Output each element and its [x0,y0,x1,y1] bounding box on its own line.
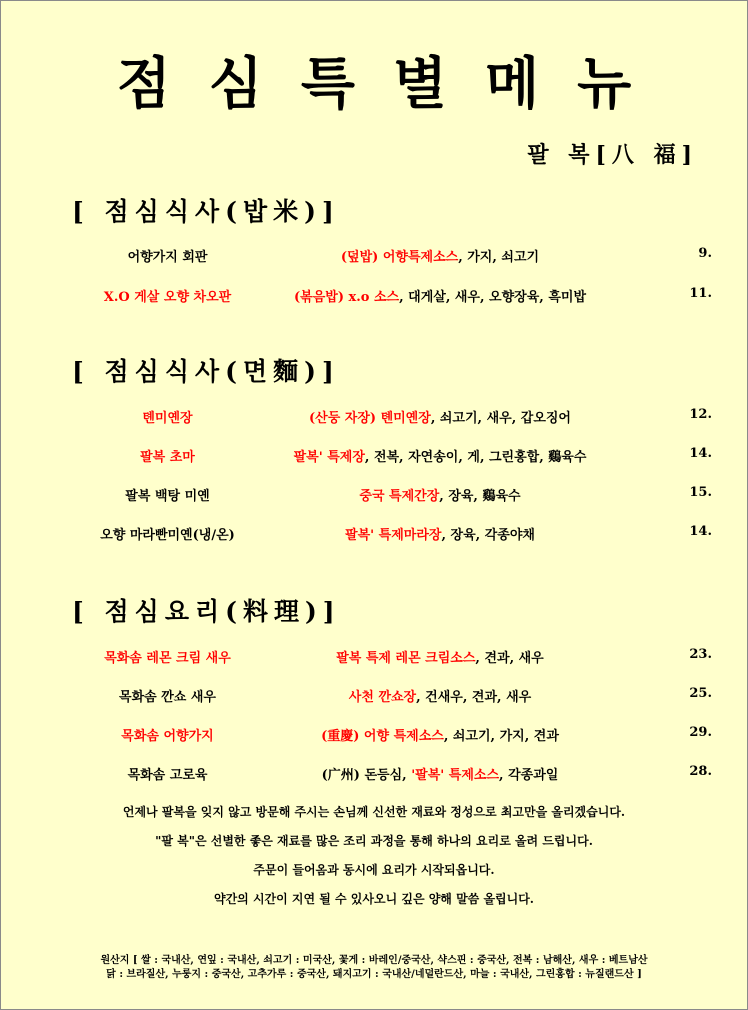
menu-item [0,286,748,310]
desc-text: , 견과, 새우 [475,651,544,666]
desc-highlight: 사천 깐쇼장 [348,690,417,705]
desc-highlight: 팔복' 특제마라장 [345,528,442,543]
desc-text: , 각종과일 [499,768,559,783]
menu-item-name: 팔복 백탕 미옌 [125,489,210,504]
menu-item-price: 29. [689,725,712,740]
menu-item-desc [230,764,650,783]
desc-text: , 장육, 각종야채 [441,528,535,543]
menu-item-desc [230,246,650,265]
desc-text: , 전복, 자연송이, 게, 그린홍합, 鷄육수 [364,450,587,465]
desc-text: , 대게살, 새우, 오향장육, 흑미밥 [399,290,586,305]
restaurant-brand: 팔 복[八 福] [527,142,698,168]
menu-item [0,446,748,470]
menu-item-price: 15. [689,485,712,500]
menu-item [0,647,748,671]
menu-item-price: 14. [689,446,712,461]
menu-item-price: 11. [689,286,712,301]
menu-item-name: 오향 마라빤미옌(냉/온) [100,528,235,543]
menu-item-name: 팔복 초마 [140,450,195,465]
menu-item-name: 목화솜 고로육 [127,768,208,783]
menu-item-desc [230,407,650,426]
page-title: 점심특별메뉴 [116,51,670,117]
origin-line: 닭 : 브라질산, 누룽지 : 중국산, 고추가루 : 중국산, 돼지고기 : 국내산/네덜란드산, 마늘 : 국내산, 그린홍합 : 뉴질랜드산 ] [106,969,642,980]
section-dish-title: [ 점심요리(料理)] [72,597,341,626]
desc-highlight: (重慶) 어향 특제소스 [321,729,444,744]
menu-item [0,725,748,749]
desc-highlight: 팔복' 특제장 [293,450,365,465]
desc-highlight: (볶음밥) x.o 소스 [294,290,400,305]
desc-text: , 가지, 쇠고기 [458,250,540,265]
menu-item-name: 목화솜 어향가지 [121,729,214,744]
menu-item-name: 목화솜 깐쇼 새우 [119,690,216,705]
menu-item [0,485,748,509]
desc-highlight: 중국 특제간장 [359,489,440,504]
desc-text: , 장육, 鷄육수 [439,489,521,504]
menu-item-desc [230,524,650,543]
menu-item-desc [230,686,650,705]
menu-item-price: 28. [689,764,712,779]
menu-item-price: 25. [689,686,712,701]
note-line: 주문이 들어옴과 동시에 요리가 시작되옵니다. [253,863,495,877]
desc-highlight: (덮밥) 어향특제소스 [340,250,459,265]
desc-text: , 건새우, 견과, 새우 [416,690,532,705]
menu-item-name: 어향가지 회판 [127,250,208,265]
menu-item-price: 23. [689,647,712,662]
origin-block [0,954,748,982]
menu-item [0,407,748,431]
desc-highlight: (산둥 자장) 톈미옌장 [308,411,431,426]
note-line: "팔 복"은 선별한 좋은 재료를 많은 조리 과정을 통해 하나의 요리로 올려 드립니다. [155,834,593,848]
desc-highlight: 팔복 특제 레몬 크림소스 [336,651,476,666]
note-line: 약간의 시간이 지연 될 수 있사오니 깊은 양해 말씀 올립니다. [214,892,534,906]
menu-item-name: 목화솜 레몬 크림 새우 [104,651,231,666]
menu-item-price: 14. [689,524,712,539]
menu-item-desc [230,286,650,305]
menu-item [0,764,748,788]
menu-item-desc [230,446,650,465]
menu-item [0,524,748,548]
menu-item-name: X.O 게살 오향 차오판 [103,290,232,305]
notes-block [0,802,748,918]
menu-item-price: 9. [698,246,712,261]
menu-item-desc [230,725,650,744]
desc-text: , 쇠고기, 가지, 견과 [443,729,559,744]
origin-line: 원산지 [ 쌀 : 국내산, 연잎 : 국내산, 쇠고기 : 미국산, 꽃게 : 바레인/중국산, 샥스핀 : 중국산, 전복 : 남해산, 새우 : 베트남산 [100,955,648,966]
note-line: 언제나 팔복을 잊지 않고 방문해 주시는 손님께 신선한 재료와 정성으로 최고만을 올리겠습니다. [122,805,626,819]
menu-item [0,686,748,710]
section-rice-title: [ 점심식사(밥米)] [72,197,340,226]
menu-item [0,246,748,270]
desc-highlight: '팔복' 특제소스 [411,768,500,783]
desc-text: , 쇠고기, 새우, 갑오징어 [430,411,571,426]
menu-item-desc [230,647,650,666]
desc-prefix: (广州) 돈등심, [321,768,412,783]
menu-item-name: 톈미옌장 [142,411,193,426]
menu-item-price: 12. [689,407,712,422]
section-noodle-title: [ 점심식사(면麵)] [72,357,340,386]
menu-item-desc [230,485,650,504]
